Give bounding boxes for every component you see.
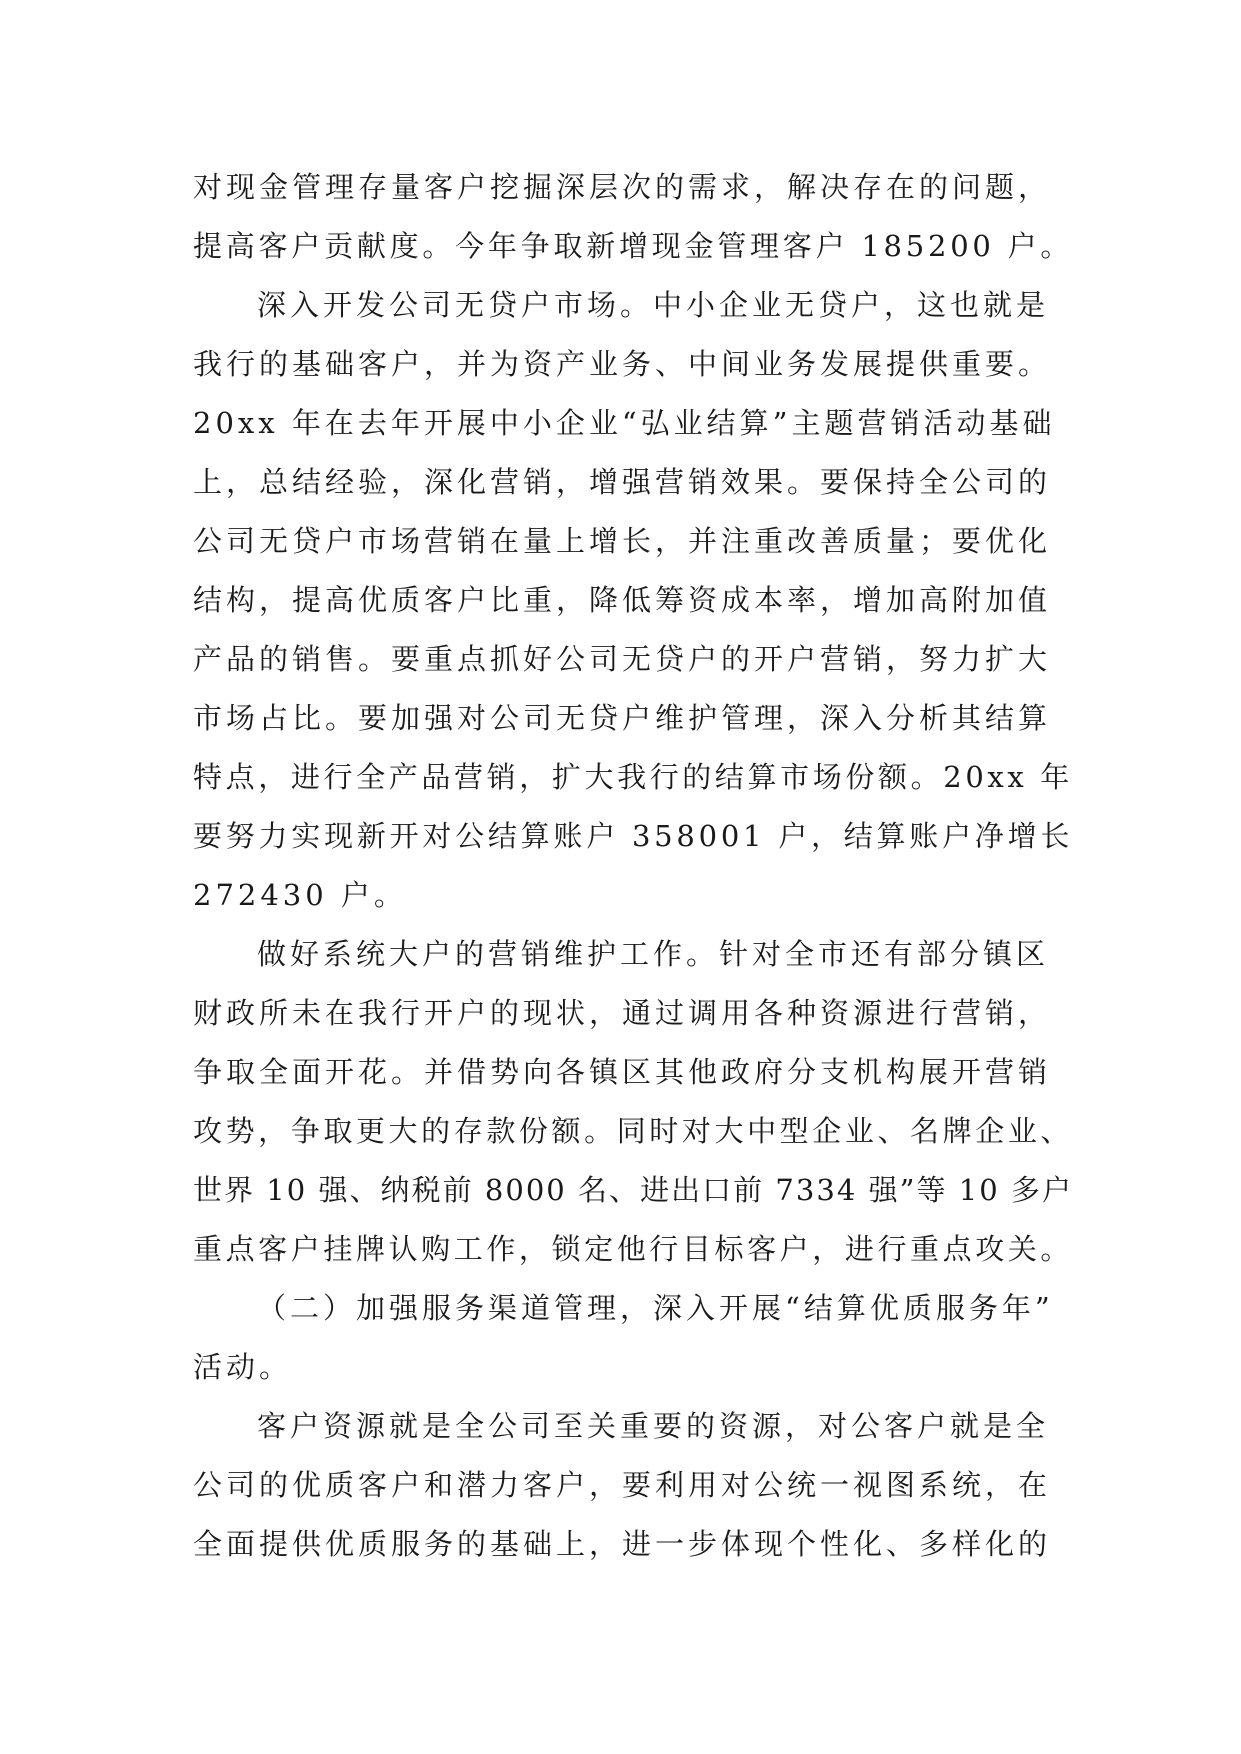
text-line: 我行的基础客户，并为资产业务、中间业务发展提供重要。 xyxy=(193,347,1052,381)
text-line: 财政所未在我行开户的现状，通过调用各种资源进行营销， xyxy=(193,996,1052,1030)
text-line: 深入开发公司无贷户市场。中小企业无贷户，这也就是 xyxy=(257,288,1050,322)
text-line: 272430 户。 xyxy=(193,878,407,912)
text-line: 争取全面开花。并借势向各镇区其他政府分支机构展开营销 xyxy=(193,1055,1052,1089)
text-line: 要努力实现新开对公结算账户 358001 户，结算账户净增长 xyxy=(193,819,1074,853)
text-line: 20xx 年在去年开展中小企业“弘业结算”主题营销活动基础 xyxy=(193,406,1056,440)
text-line: 攻势，争取更大的存款份额。同时对大中型企业、名牌企业、 xyxy=(193,1114,1074,1148)
text-line: 结构，提高优质客户比重，降低筹资成本率，增加高附加值 xyxy=(193,583,1052,617)
text-line: 公司无贷户市场营销在量上增长，并注重改善质量；要优化 xyxy=(193,524,1052,558)
text-line: 重点客户挂牌认购工作，锁定他行目标客户，进行重点攻关。 xyxy=(193,1232,1074,1266)
text-line: 活动。 xyxy=(193,1350,293,1384)
text-line: 产品的销售。要重点抓好公司无贷户的开户营销，努力扩大 xyxy=(193,642,1052,676)
text-line: 客户资源就是全公司至关重要的资源，对公客户就是全 xyxy=(257,1409,1050,1443)
document-body xyxy=(193,158,1073,1574)
text-line: 特点，进行全产品营销，扩大我行的结算市场份额。20xx 年 xyxy=(193,760,1073,794)
text-line: 做好系统大户的营销维护工作。针对全市还有部分镇区 xyxy=(257,937,1050,971)
text-line: 对现金管理存量客户挖掘深层次的需求，解决存在的问题， xyxy=(193,170,1052,204)
text-line: 上，总结经验，深化营销，增强营销效果。要保持全公司的 xyxy=(193,465,1052,499)
text-line: 世界 10 强、纳税前 8000 名、进出口前 7334 强”等 10 多户 xyxy=(193,1173,1073,1207)
text-line: 市场占比。要加强对公司无贷户维护管理，深入分析其结算 xyxy=(193,701,1052,735)
text-line: 提高客户贡献度。今年争取新增现金管理客户 185200 户。 xyxy=(193,229,1074,263)
text-line: 公司的优质客户和潜力客户，要利用对公统一视图系统，在 xyxy=(193,1468,1052,1502)
text-line: 全面提供优质服务的基础上，进一步体现个性化、多样化的 xyxy=(193,1527,1052,1561)
text-line: （二）加强服务渠道管理，深入开展“结算优质服务年” xyxy=(257,1291,1054,1325)
